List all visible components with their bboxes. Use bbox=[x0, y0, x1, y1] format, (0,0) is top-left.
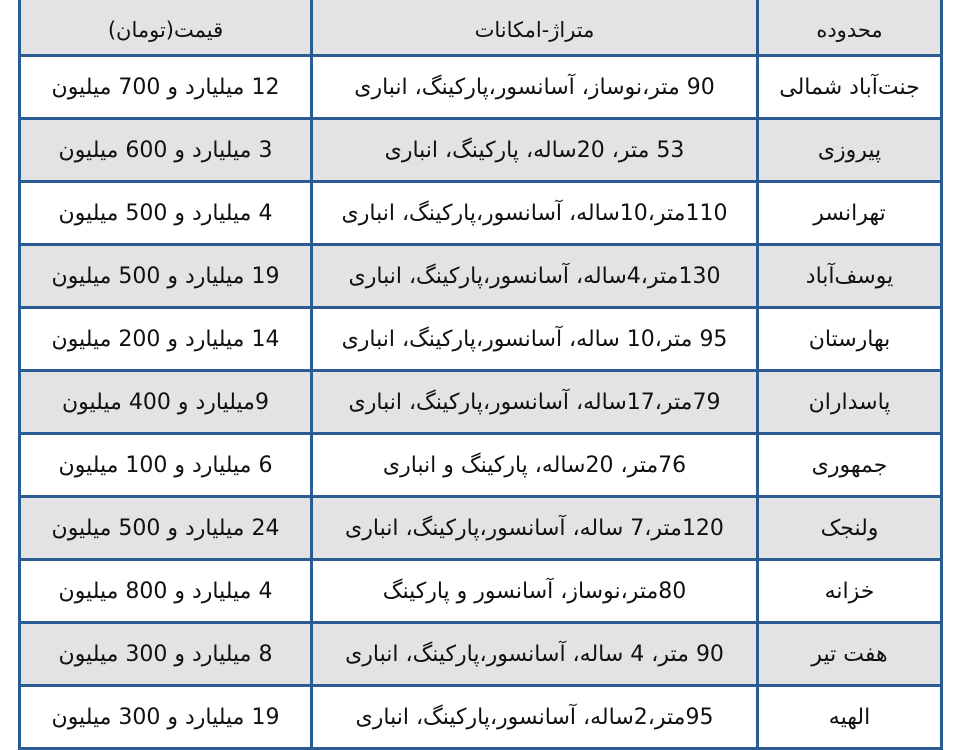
cell-price: 9میلیارد و 400 میلیون bbox=[20, 371, 312, 434]
table-row bbox=[20, 182, 942, 245]
cell-area: جنت‌آباد شمالی bbox=[758, 56, 942, 119]
table-row bbox=[20, 56, 942, 119]
cell-meterage: 95 متر،10 ساله، آسانسور،پارکینگ، انباری bbox=[312, 308, 758, 371]
cell-meterage: 79متر،17ساله، آسانسور،پارکینگ، انباری bbox=[312, 371, 758, 434]
header-price: قیمت(تومان) bbox=[20, 0, 312, 56]
housing-price-table bbox=[18, 0, 943, 750]
cell-area: الهیه bbox=[758, 686, 942, 749]
listing-table-container bbox=[18, 0, 940, 750]
cell-area: یوسف‌آباد bbox=[758, 245, 942, 308]
cell-price: 12 میلیارد و 700 میلیون bbox=[20, 56, 312, 119]
table-row bbox=[20, 686, 942, 749]
cell-meterage: 95متر،2ساله، آسانسور،پارکینگ، انباری bbox=[312, 686, 758, 749]
cell-price: 4 میلیارد و 500 میلیون bbox=[20, 182, 312, 245]
table-row bbox=[20, 623, 942, 686]
cell-meterage: 53 متر، 20ساله، پارکینگ، انباری bbox=[312, 119, 758, 182]
cell-price: 8 میلیارد و 300 میلیون bbox=[20, 623, 312, 686]
cell-price: 4 میلیارد و 800 میلیون bbox=[20, 560, 312, 623]
table-row bbox=[20, 434, 942, 497]
table-row bbox=[20, 497, 942, 560]
cell-price: 19 میلیارد و 500 میلیون bbox=[20, 245, 312, 308]
cell-area: جمهوری bbox=[758, 434, 942, 497]
table-row bbox=[20, 560, 942, 623]
header-area: محدوده bbox=[758, 0, 942, 56]
table-header-row bbox=[20, 0, 942, 56]
cell-area: هفت تیر bbox=[758, 623, 942, 686]
cell-area: پیروزی bbox=[758, 119, 942, 182]
cell-price: 19 میلیارد و 300 میلیون bbox=[20, 686, 312, 749]
cell-meterage: 90 متر،نوساز، آسانسور،پارکینگ، انباری bbox=[312, 56, 758, 119]
cell-area: پاسداران bbox=[758, 371, 942, 434]
cell-price: 3 میلیارد و 600 میلیون bbox=[20, 119, 312, 182]
table-row bbox=[20, 119, 942, 182]
cell-meterage: 76متر، 20ساله، پارکینگ و انباری bbox=[312, 434, 758, 497]
cell-meterage: 120متر،7 ساله، آسانسور،پارکینگ، انباری bbox=[312, 497, 758, 560]
table-row bbox=[20, 371, 942, 434]
cell-area: خزانه bbox=[758, 560, 942, 623]
cell-area: ولنجک bbox=[758, 497, 942, 560]
cell-price: 6 میلیارد و 100 میلیون bbox=[20, 434, 312, 497]
cell-meterage: 90 متر، 4 ساله، آسانسور،پارکینگ، انباری bbox=[312, 623, 758, 686]
cell-meterage: 80متر،نوساز، آسانسور و پارکینگ bbox=[312, 560, 758, 623]
cell-meterage: 110متر،10ساله، آسانسور،پارکینگ، انباری bbox=[312, 182, 758, 245]
header-meterage: متراژ-امکانات bbox=[312, 0, 758, 56]
cell-price: 24 میلیارد و 500 میلیون bbox=[20, 497, 312, 560]
cell-area: تهرانسر bbox=[758, 182, 942, 245]
cell-meterage: 130متر،4ساله، آسانسور،پارکینگ، انباری bbox=[312, 245, 758, 308]
cell-area: بهارستان bbox=[758, 308, 942, 371]
table-row bbox=[20, 308, 942, 371]
table-row bbox=[20, 245, 942, 308]
cell-price: 14 میلیارد و 200 میلیون bbox=[20, 308, 312, 371]
